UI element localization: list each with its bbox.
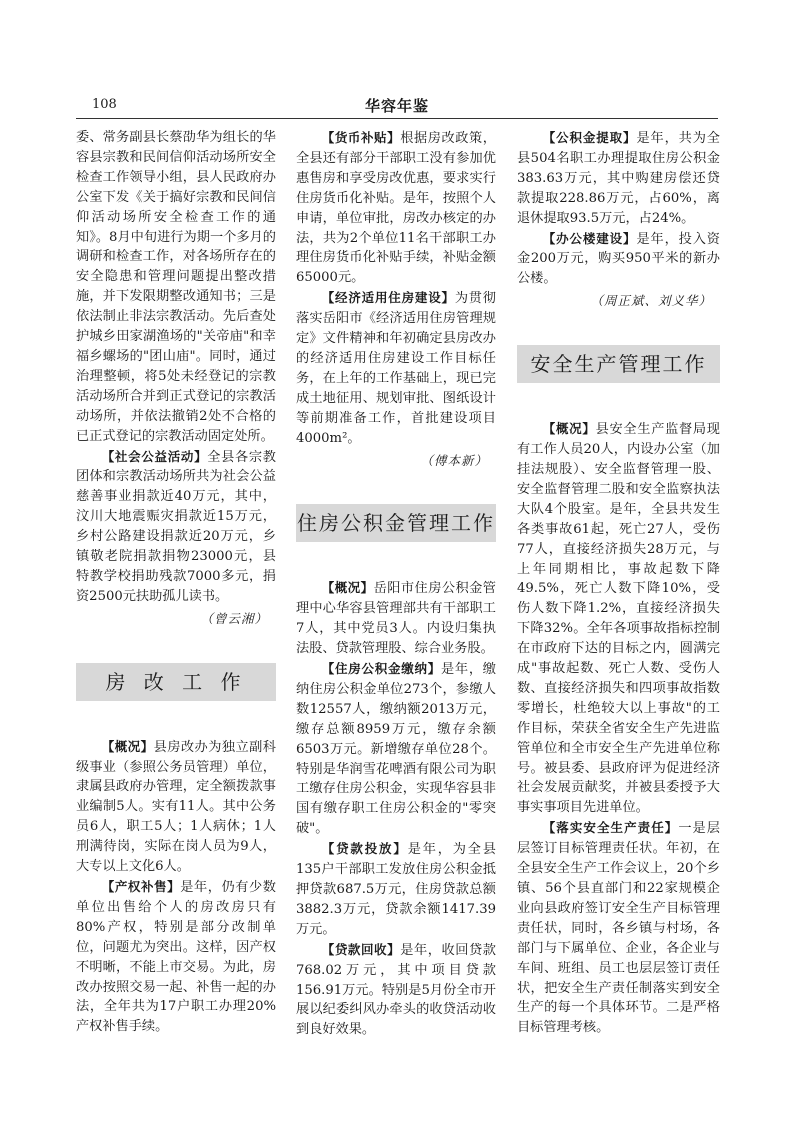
column-middle xyxy=(296,128,496,1040)
paragraph-text: 根据房改政策，全县还有部分干部职工没有参加优惠售房和享受房改优惠，要求实行住房货币化补贴。是年，按照个人申请，单位审批，房改办核定的办法，共为2个单位11名干部职工办理住房货币化补贴手续，补贴金额65000元。 xyxy=(296,131,496,286)
author-credit: （傅本新） xyxy=(420,452,488,468)
paragraph xyxy=(296,288,496,448)
paragraph-title: 【产权补售】 xyxy=(101,879,181,894)
paragraph xyxy=(517,419,720,818)
paragraph-text: 县房改办为独立副科级事业（参照公务员管理）单位，隶属县政府办管理，定全额拨款事业编制5人。实有11人。其中公务员6人，职工5人；1人病休；1人刑满待岗，实际在岗人员为9人，大专以上文化6人。 xyxy=(76,739,276,875)
paragraph-text: 是年，缴纳住房公积金单位273个，参缴人数12557人，缴纳额2013万元，缴存总额8959万元，缴存余额6503万元。新增缴存单位28个。特别是华润雪花啤酒有限公司为职工缴存住房公积金，实现华容县非国有缴存职工住房公积金的"零突破"。 xyxy=(296,662,496,837)
paragraph xyxy=(296,659,496,839)
paragraph-title: 【社会公益活动】 xyxy=(101,448,208,464)
paragraph xyxy=(76,737,276,877)
paragraph-text: 县安全生产监督局现有工作人员20人，内设办公室（加挂法规股）、安全监督管理一股、安全监督管理二股和安全监察执法大队4个股室。是年，全县共发生各类事故61起，死亡27人，受伤77人，直接经济损失28万元，与上年同期相比，事故起数下降49.5%，死亡人数下降10%，受伤人数下降1.2%，直接经济损失下降32%。全年各项事故指标控制在市政府下达的目标之内，圆满完成"事故起数、死亡人数、受伤人数、直接经济损失和四项事故指数零增长，杜绝较大以上事故"的工作目标，荣获全省安全生产先进监管单位和全市安全生产先进单位称号。被县委、县政府评为促进经济社会发展贡献奖，并被县委授予大事实事项目先进单位。 xyxy=(517,422,720,816)
header-rule xyxy=(76,118,718,119)
paragraph-text: 是年，投入资金200万元，购买950平米的新办公楼。 xyxy=(517,231,720,287)
paragraph-title: 【公积金提取】 xyxy=(542,130,637,145)
paragraph xyxy=(296,578,496,659)
paragraph xyxy=(296,128,496,288)
paragraph-title: 【贷款回收】 xyxy=(321,941,401,957)
section-heading-housing-fund: 住房公积金管理工作 xyxy=(296,504,496,542)
page-number: 108 xyxy=(92,97,117,112)
paragraph-title: 【概况】 xyxy=(321,580,374,596)
paragraph xyxy=(517,128,720,229)
paragraph xyxy=(517,818,720,1038)
section-heading-safety: 安全生产管理工作 xyxy=(517,345,720,383)
paragraph-title: 【落实安全生产责任】 xyxy=(542,820,679,836)
paragraph xyxy=(517,229,720,290)
paragraph-text: 岳阳市住房公积金管理中心华容县管理部共有干部职工7人，其中党员3人。内设归集执法股、贷款管理股、综合业务股。 xyxy=(296,581,496,657)
paragraph-text: 是年，共为全县504名职工办理提取住房公积金383.63万元，其中购建房偿还贷款提取228.86万元，占60%，离退休提取93.5万元，占24%。 xyxy=(517,131,720,226)
paragraph-title: 【概况】 xyxy=(542,421,596,437)
paragraph-text: 一是层层签订目标管理责任状。年初，在全县安全生产工作会议上，20个乡镇、56个县直部门和22家规模企业向县政府签订安全生产目标管理责任状，同时，各乡镇与村场，各部门与下属单位、企业，各企业与车间、班组、员工也层层签订责任状，把安全生产责任制落实到安全生产的每一个具体环节。二是严格目标管理考核。 xyxy=(517,821,720,1036)
paragraph-title: 【货币补贴】 xyxy=(321,130,401,145)
paragraph-title: 【办公楼建设】 xyxy=(542,230,637,246)
paragraph xyxy=(76,447,276,607)
page-header xyxy=(76,95,718,117)
paragraph-title: 【住房公积金缴纳】 xyxy=(321,661,441,677)
column-right xyxy=(517,128,720,1038)
paragraph-text: 是年，收回贷款768.02万元，其中项目贷款156.91万元。特别是5月份全市开展以纪委纠风办牵头的收贷活动收到良好效果。 xyxy=(296,942,496,1038)
paragraph-text: 为贯彻落实岳阳市《经济适用住房管理规定》文件精神和年初确定县房改办的经济适用住房建设工作目标任务，在上年的工作基础上，现已完成土地征用、规划审批、图纸设计等前期准备工作，首批建设项目4000m²。 xyxy=(296,291,496,446)
paragraph xyxy=(76,877,276,1037)
section-heading-fanggai: 房 改 工 作 xyxy=(76,663,276,701)
paragraph-text: 是年，为全县135户干部职工发放住房公积金抵押贷款687.5万元，住房贷款总额3882.3万元，贷款余额1417.39万元。 xyxy=(296,842,496,937)
paragraph: 委、常务副县长蔡劭华为组长的华容县宗教和民间信仰活动场所安全检查工作领导小组，县人民政府办公室下发《关于搞好宗教和民间信仰活动场所安全检查工作的通知》。8月中旬进行为期一个多月的调研和检查工作，对各场所存在的安全隐患和管理问题提出整改措施，并下发限期整改通知书；三是依法制止非法宗教活动。先后查处护城乡田家湖渔场的"关帝庙"和幸福乡螺场的"团山庙"。同时，通过治理整顿，将5处未经登记的宗教活动场所合并到正式登记的宗教活动场所，并依法撤销2处不合格的已正式登记的宗教活动固定处所。 xyxy=(76,130,276,444)
paragraph-title: 【贷款投放】 xyxy=(321,841,408,857)
column-left xyxy=(76,128,276,1037)
paragraph-text: 是年，仍有少数单位出售给个人的房改房只有80%产权，特别是部分改制单位，问题尤为突出。这样，因产权不明晰，不能上市交易。为此，房改办按照交易一起、补售一起的办法，全年共为17户职工办理20%产权补售手续。 xyxy=(76,880,276,1035)
paragraph xyxy=(296,839,496,940)
author-credit: （曾云湘） xyxy=(200,610,268,626)
paragraph-text: 全县各宗教团体和宗教活动场所共为社会公益慈善事业捐款近40万元，其中，汶川大地震赈灾捐款近15万元，乡村公路建设捐款近20万元，乡镇敬老院捐款捐物23000元，县特教学校捐助残款7000多元，捐资2500元扶助孤儿读书。 xyxy=(76,449,276,604)
paragraph xyxy=(296,940,496,1041)
author-credit: （周正斌、刘义华） xyxy=(590,293,712,309)
book-title: 华容年鉴 xyxy=(364,97,429,115)
paragraph-title: 【概况】 xyxy=(101,738,154,754)
paragraph-title: 【经济适用住房建设】 xyxy=(321,290,455,306)
